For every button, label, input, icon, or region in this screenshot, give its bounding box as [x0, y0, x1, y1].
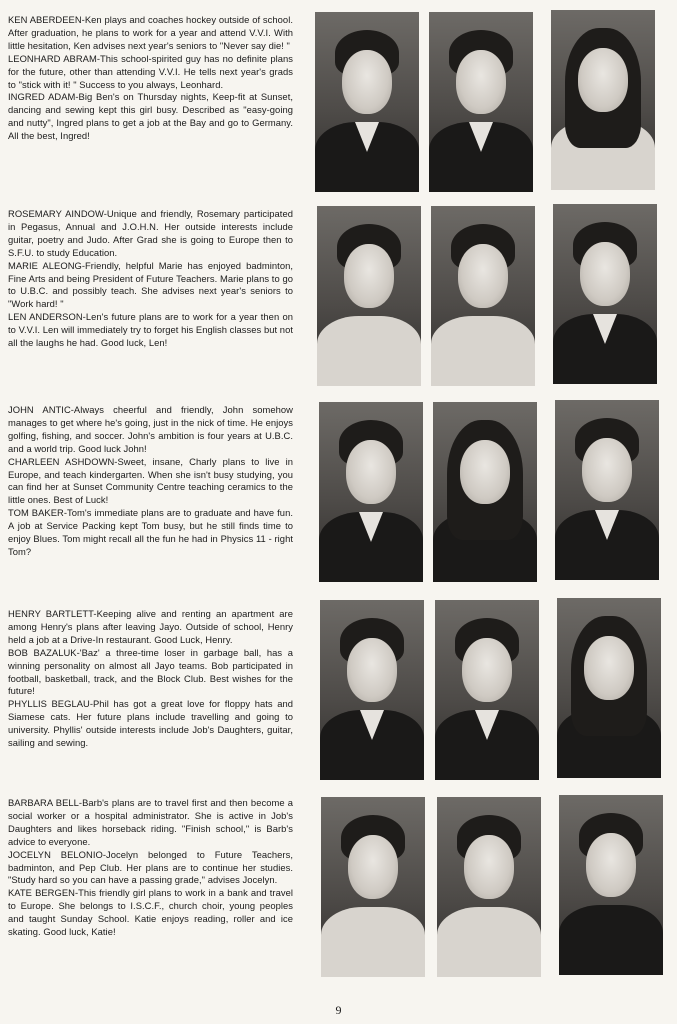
- student-entry: LEN ANDERSON-Len's future plans are to work for a year then on to V.V.I. Len will immediately try to forget his English classes but not all the laughs he had. Good luck, Len!: [8, 311, 293, 349]
- student-photo: [315, 12, 419, 192]
- text-group-1: [8, 14, 293, 143]
- student-photo: [559, 795, 663, 975]
- student-entry: JOHN ANTIC-Always cheerful and friendly, John somehow manages to get where he's going, just in the nick of time. He enjoys golfing, fishing, and soccer. John's ambition is four years at U.B.C. and a world trip. Good luck John!: [8, 404, 293, 454]
- student-entry: TOM BAKER-Tom's immediate plans are to graduate and have fun. A job at Service Packing kept Tom busy, but he still finds time to enjoy Blues. Tom might recall all the fun he had in Physics 11 - right Tom?: [8, 507, 293, 557]
- text-group-4: [8, 608, 293, 750]
- student-entry: MARIE ALEONG-Friendly, helpful Marie has enjoyed badminton, Fine Arts and being President of Future Teachers. Marie plans to go to U.B.C. and possibly teach. She advises next year's seniors to "Work hard! ": [8, 259, 293, 310]
- text-group-2: [8, 208, 293, 350]
- student-photo: [435, 600, 539, 780]
- student-photo: [320, 600, 424, 780]
- student-photo: [319, 402, 423, 582]
- student-entry: KEN ABERDEEN-Ken plays and coaches hockey outside of school. After graduation, he plans to work for a year and attend V.V.I. With little hesitation, Ken advises next year's seniors to "Never say die! ": [8, 14, 293, 51]
- student-photo: [317, 206, 421, 386]
- page-number: 9: [335, 1003, 342, 1017]
- student-entry: BOB BAZALUK-'Baz' a three-time loser in garbage ball, has a winning personality on almost all Jayo teams. Bob participated in football, basketball, track, and the Block Club. Best wishes for the future!: [8, 646, 293, 697]
- student-entry: INGRED ADAM-Big Ben's on Thursday nights, Keep-fit at Sunset, dancing and sewing kept this girl busy. Described as "easy-going and nutty", Ingred plans to get a job at the Bay and go to Germany. All the best, Ingred!: [8, 91, 293, 142]
- student-photo: [553, 204, 657, 384]
- student-photo: [433, 402, 537, 582]
- student-entry: LEONHARD ABRAM-This school-spirited guy has no definite plans for the future, other than attending V.V.I. He tells next year's grads to "stick with it! " Success to you always, Leonhard.: [8, 52, 293, 90]
- student-photo: [437, 797, 541, 977]
- student-entry: JOCELYN BELONIO-Jocelyn belonged to Future Teachers, badminton, and Pep Club. Her plans are to continue her studies. "Study hard so you can have a passing grade," advises Jocelyn.: [8, 848, 293, 886]
- student-photo: [321, 797, 425, 977]
- student-entry: HENRY BARTLETT-Keeping alive and renting an apartment are among Henry's plans after leaving Jayo. Outside of school, Henry held a job at a Drive-In restaurant. Good Luck, Henry.: [8, 608, 293, 645]
- student-photo: [555, 400, 659, 580]
- student-entry: BARBARA BELL-Barb's plans are to travel first and then become a social worker or a hospital administrator. She is active in Job's Daughters and likes horseback riding. "Finish school," is Barb's advice to everyone.: [8, 797, 293, 847]
- student-photo: [429, 12, 533, 192]
- text-group-3: [8, 404, 293, 559]
- student-entry: PHYLLIS BEGLAU-Phil has got a great love for floppy hats and Siamese cats. Her future plans include travelling and going to university. Phyllis' outside interests include Job's Daughters, guitar, sailing and sewing.: [8, 698, 293, 749]
- student-entry: CHARLEEN ASHDOWN-Sweet, insane, Charly plans to live in Europe, and teach kindergarten. When she isn't busy studying, you can find her at Sunset Community Centre teaching ceramics to the little ones. Best of Luck!: [8, 455, 293, 506]
- student-photo: [557, 598, 661, 778]
- student-photo: [431, 206, 535, 386]
- student-entry: ROSEMARY AINDOW-Unique and friendly, Rosemary participated in Pegasus, Annual and J.O.H.N. Her outside interests include guitar, poetry and Judo. After Grad she is going to Europe then to S.F.U. to study Education.: [8, 208, 293, 258]
- student-entry: KATE BERGEN-This friendly girl plans to work in a bank and travel to Europe. She belongs to I.S.C.F., church choir, young peoples and taught Sunday School. Katie enjoys reading, roller and ice skating. Good luck, Katie!: [8, 887, 293, 938]
- text-group-5: [8, 797, 293, 939]
- student-photo: [551, 10, 655, 190]
